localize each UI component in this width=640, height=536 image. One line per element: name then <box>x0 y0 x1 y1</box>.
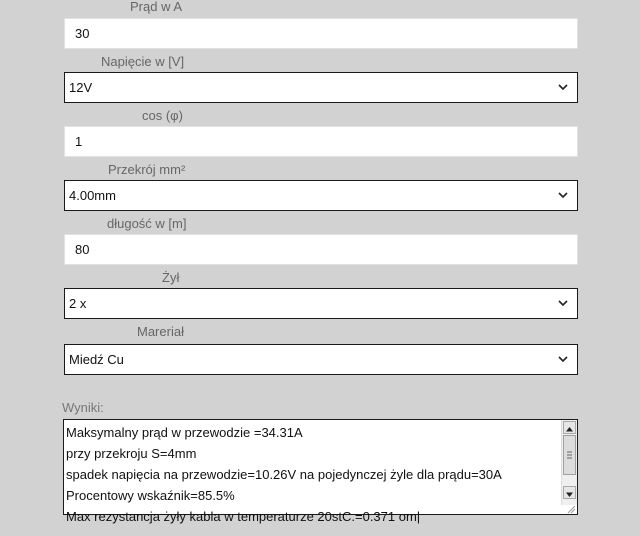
material-selected-value: Miedź Cu <box>69 352 124 367</box>
cosphi-value: 1 <box>75 134 83 149</box>
cosphi-input[interactable] <box>64 126 578 157</box>
arrow-up-icon <box>564 424 575 435</box>
arrow-down-icon <box>564 489 575 500</box>
voltage-label: Napięcie w [V] <box>101 54 185 69</box>
cross-section-select[interactable] <box>64 180 578 211</box>
cosphi-label: cos (φ) <box>142 108 183 123</box>
results-line: spadek napięcia na przewodzie=10.26V na pojedynczej żyle dla prądu=30A <box>66 467 502 482</box>
results-line: Procentowy wskaźnik=85.5% <box>66 488 235 503</box>
wires-select[interactable] <box>64 288 578 319</box>
results-label: Wyniki: <box>62 400 104 415</box>
resize-grip-icon[interactable] <box>564 504 576 513</box>
voltage-select[interactable] <box>64 72 578 103</box>
current-input[interactable] <box>64 18 578 49</box>
length-input[interactable] <box>64 234 578 265</box>
results-line: Maksymalny prąd w przewodzie =34.31A <box>66 425 303 440</box>
chevron-down-icon <box>558 300 568 307</box>
length-value: 80 <box>75 242 90 257</box>
wires-label: Żył <box>162 270 180 285</box>
cross-section-label: Przekrój mm² <box>108 162 186 177</box>
wires-selected-value: 2 x <box>69 296 87 311</box>
results-textarea[interactable] <box>63 419 578 524</box>
scroll-thumb[interactable] <box>563 435 576 475</box>
chevron-down-icon <box>558 84 568 91</box>
current-value: 30 <box>75 26 90 41</box>
material-label: Mareriał <box>137 324 184 339</box>
thumb-grip-icon <box>564 436 575 474</box>
voltage-selected-value: 12V <box>69 80 93 95</box>
results-line: przy przekroju S=4mm <box>66 446 197 461</box>
chevron-down-icon <box>558 192 568 199</box>
results-content <box>66 422 558 527</box>
results-line: Max rezystancja żyły kabla w temperaturze 20stC.=0.371 om| <box>66 509 421 524</box>
scroll-up-button[interactable] <box>563 421 576 434</box>
length-label: długość w [m] <box>107 216 187 231</box>
cross-section-selected-value: 4.00mm <box>69 188 116 203</box>
results-scrollbar[interactable] <box>561 420 577 505</box>
chevron-down-icon <box>558 356 568 363</box>
scroll-down-button[interactable] <box>563 486 576 499</box>
material-select[interactable] <box>64 344 578 375</box>
current-label: Prąd w A <box>130 0 183 14</box>
